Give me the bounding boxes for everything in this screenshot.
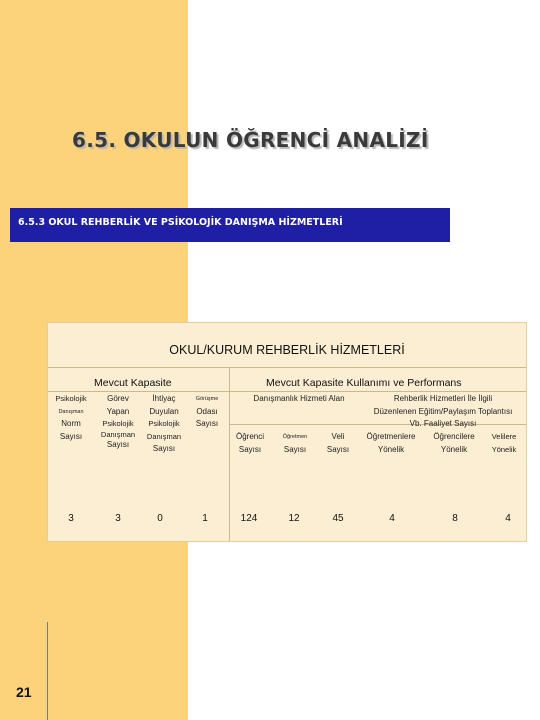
value-norm: 3 <box>68 513 74 524</box>
subgroup-counseling: Danışmanlık Hizmeti Alan <box>253 394 345 403</box>
subgroup-activities: Rehberlik Hizmetleri İle İlgili Düzenlenen Eğitim/Paylaşım Toplantısı Vb. Faaliyet Sayısı <box>373 394 513 428</box>
col-header-for-parents: Velilere Yönelik <box>491 432 517 454</box>
page-number: 21 <box>16 684 32 700</box>
col-header-for-teachers: Öğretmenlere Yönelik <box>366 432 416 454</box>
value-students: 124 <box>240 513 258 524</box>
value-teachers: 12 <box>288 513 300 524</box>
col-header-students: Öğrenci Sayısı <box>235 432 264 454</box>
guidance-services-table <box>47 322 527 542</box>
col-header-needed: İhtiyaç Duyulan Psikolojik Danışman Sayısı <box>146 394 182 453</box>
value-rooms: 1 <box>202 513 208 524</box>
col-header-assigned: Görev Yapan Psikolojik Danışman Sayısı <box>100 394 136 449</box>
col-header-parents: Veli Sayısı <box>326 432 350 454</box>
col-header-teachers: Öğretmen Sayısı <box>282 434 308 454</box>
col-header-for-students: Öğrencilere Yönelik <box>433 432 475 454</box>
value-parents: 45 <box>332 513 344 524</box>
table-rule <box>48 391 526 392</box>
table-rule <box>48 367 526 368</box>
value-for-students: 8 <box>452 513 458 524</box>
subtitle-bar <box>10 208 450 242</box>
table-title: OKUL/KURUM REHBERLİK HİZMETLERİ <box>169 343 405 357</box>
col-header-norm: Psikolojik Danışman Norm Sayısı <box>55 394 87 441</box>
group-header-capacity: Mevcut Kapasite <box>94 377 172 389</box>
page-title: 6.5. OKULUN ÖĞRENCİ ANALİZİ <box>72 128 429 152</box>
page-rule <box>47 622 48 720</box>
section-subtitle: 6.5.3 OKUL REHBERLİK VE PSİKOLOJİK DANIŞMA HİZMETLERİ <box>18 217 343 228</box>
group-header-performance: Mevcut Kapasite Kullanımı ve Performans <box>266 377 462 389</box>
value-needed: 0 <box>157 513 163 524</box>
col-header-rooms: Görüşme Odası Sayısı <box>195 396 219 428</box>
value-for-teachers: 4 <box>389 513 395 524</box>
value-for-parents: 4 <box>505 513 511 524</box>
value-assigned: 3 <box>115 513 121 524</box>
